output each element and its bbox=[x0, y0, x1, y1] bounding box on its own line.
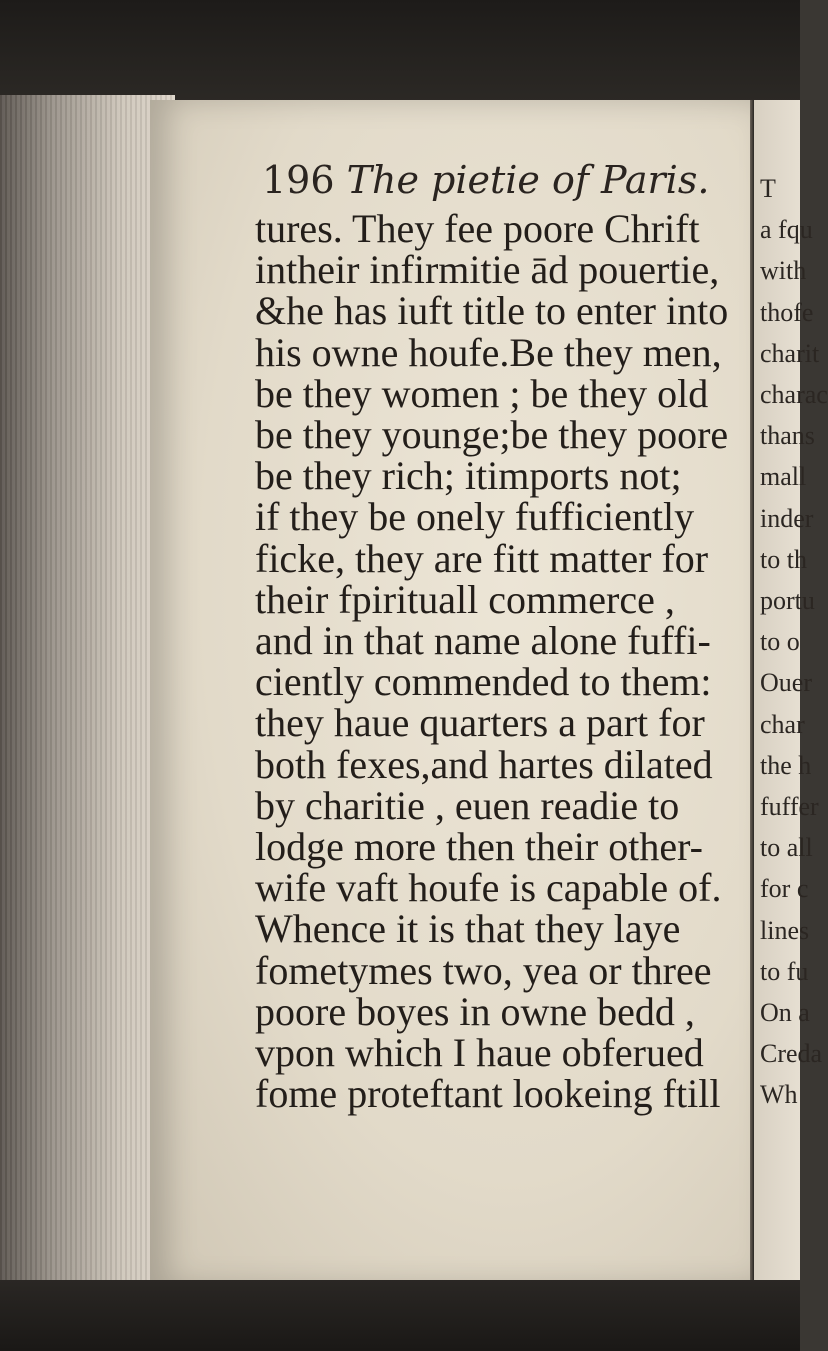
dark-background-bottom bbox=[0, 1280, 800, 1351]
next-page-fragment: Creda bbox=[760, 1039, 823, 1069]
text-line: if they be onely fufficiently bbox=[255, 494, 695, 540]
text-line: both fexes,and hartes dilated bbox=[255, 741, 713, 787]
text-line: lodge more then their other- bbox=[255, 824, 703, 870]
page-number: 196 bbox=[262, 158, 335, 202]
next-page-fragment: to o bbox=[760, 627, 800, 657]
next-page-fragment: a fqu bbox=[760, 215, 813, 245]
text-line: fometymes two, yea or three bbox=[255, 947, 712, 993]
text-line: intheir infirmitie ād pouertie, bbox=[255, 247, 720, 293]
text-line: his owne houfe.Be they men, bbox=[255, 329, 722, 375]
running-head bbox=[262, 158, 732, 202]
next-page-fragment: charit bbox=[760, 338, 820, 368]
next-page-fragment: to all bbox=[760, 833, 813, 863]
next-page-fragment: char bbox=[760, 709, 805, 739]
text-line: they haue quarters a part for bbox=[255, 700, 705, 746]
next-page-fragment: with bbox=[760, 256, 807, 286]
text-line: ficke, they are fitt matter for bbox=[255, 535, 709, 581]
next-page-fragment: portu bbox=[760, 586, 815, 616]
next-page-fragment: lines bbox=[760, 915, 810, 945]
text-line: and in that name alone fuffi- bbox=[255, 618, 711, 664]
body-text bbox=[255, 206, 730, 1117]
text-line: tures. They fee poore Chrift bbox=[255, 206, 700, 251]
next-page-fragment: Ouer bbox=[760, 668, 812, 698]
next-page-fragment: thofe bbox=[760, 297, 814, 327]
running-title: The pietie of Paris. bbox=[346, 158, 710, 202]
text-line: Whence it is that they laye bbox=[255, 906, 681, 952]
next-page-fragment: On a bbox=[760, 998, 810, 1028]
text-line: be they women ; be they old bbox=[255, 370, 709, 416]
text-line: &he has iuft title to enter into bbox=[255, 288, 729, 334]
text-line: poore boyes in owne bedd , bbox=[255, 988, 695, 1034]
text-line: be they rich; itimports not; bbox=[255, 453, 682, 499]
dark-background-top bbox=[0, 0, 800, 110]
next-page-fragment: to th bbox=[760, 544, 807, 574]
text-line: vpon which I haue obferued bbox=[255, 1030, 704, 1076]
text-line: be they younge;be they poore bbox=[255, 412, 729, 458]
next-page-fragment: thans bbox=[760, 421, 815, 451]
next-page-fragment: for c bbox=[760, 874, 809, 904]
next-page-fragment: mall bbox=[760, 462, 807, 492]
text-line: their fpirituall commerce , bbox=[255, 576, 675, 622]
next-page-fragment: charac bbox=[760, 380, 828, 410]
next-page-fragment: the h bbox=[760, 750, 812, 780]
next-page-fragment: Wh bbox=[760, 1080, 798, 1110]
next-page-fragment: fuffer bbox=[760, 792, 819, 822]
next-page-fragment: T bbox=[760, 174, 776, 203]
text-line: ciently commended to them: bbox=[255, 659, 712, 705]
next-page-text bbox=[760, 168, 828, 1116]
next-page-fragment: inder bbox=[760, 503, 814, 533]
text-line: fome proteftant lookeing ftill bbox=[255, 1071, 721, 1117]
next-page-fragment: to fu bbox=[760, 956, 809, 986]
page-edges-gutter bbox=[0, 95, 175, 1295]
text-line: wife vaft houfe is capable of. bbox=[255, 865, 722, 911]
text-line: by charitie , euen readie to bbox=[255, 782, 680, 828]
